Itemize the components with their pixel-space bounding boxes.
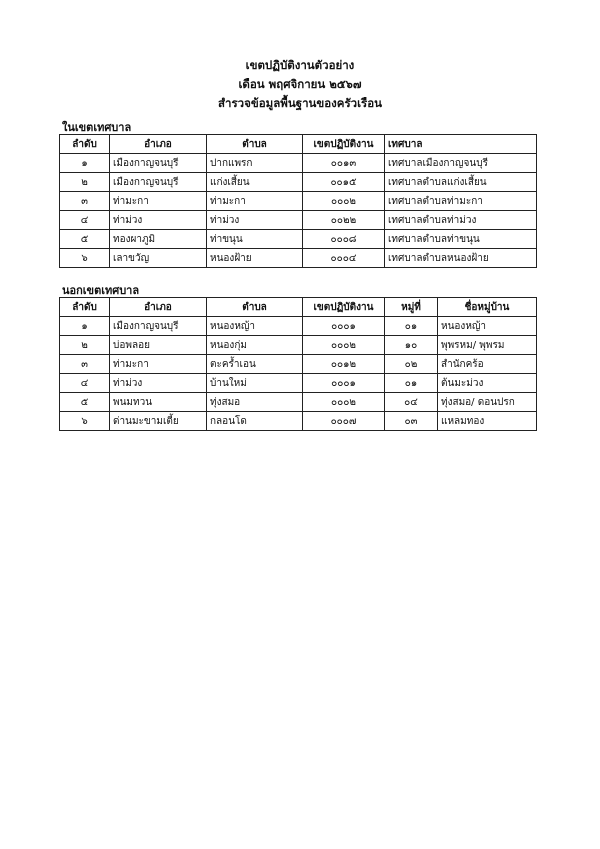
non-municipal-table (59, 297, 537, 431)
cell-subdistrict: หนองฝ้าย (207, 249, 303, 268)
cell-district: พนมทวน (110, 393, 207, 412)
cell-district: เมืองกาญจนบุรี (110, 154, 207, 173)
cell-municipality: เทศบาลตำบลแก่งเสี้ยน (385, 173, 537, 192)
cell-district: ทองผาภูมิ (110, 230, 207, 249)
cell-no: ๖ (60, 249, 110, 268)
col-header-village-name: ชื่อหมู่บ้าน (438, 298, 537, 317)
table-header-row (60, 135, 537, 154)
cell-work-area: ๐๐๐๒ (303, 336, 385, 355)
table-row (60, 249, 537, 268)
non-municipal-section-label: นอกเขตเทศบาล (62, 284, 140, 297)
table-row (60, 192, 537, 211)
table-row (60, 230, 537, 249)
cell-subdistrict: ท่าขนุน (207, 230, 303, 249)
cell-municipality: เทศบาลตำบลหนองฝ้าย (385, 249, 537, 268)
cell-work-area: ๐๐๒๒ (303, 211, 385, 230)
cell-district: ท่ามะกา (110, 355, 207, 374)
municipal-section-label: ในเขตเทศบาล (62, 121, 132, 134)
cell-no: ๓ (60, 355, 110, 374)
cell-subdistrict: ตะคร้ำเอน (207, 355, 303, 374)
cell-work-area: ๐๐๐๒ (303, 393, 385, 412)
cell-no: ๕ (60, 393, 110, 412)
cell-subdistrict: หนองหญ้า (207, 317, 303, 336)
cell-work-area: ๐๐๐๑ (303, 374, 385, 393)
cell-village-name: ทุ่งสมอ/ ดอนปรก (438, 393, 537, 412)
cell-no: ๑ (60, 317, 110, 336)
cell-no: ๒ (60, 336, 110, 355)
cell-district: เลาขวัญ (110, 249, 207, 268)
cell-subdistrict: บ้านใหม่ (207, 374, 303, 393)
cell-village-no: ๑๐ (385, 336, 438, 355)
col-header-subdistrict: ตำบล (207, 135, 303, 154)
cell-district: เมืองกาญจนบุรี (110, 173, 207, 192)
table-row (60, 393, 537, 412)
cell-municipality: เทศบาลตำบลท่าขนุน (385, 230, 537, 249)
cell-municipality: เทศบาลตำบลท่ามะกา (385, 192, 537, 211)
cell-village-no: ๐๔ (385, 393, 438, 412)
cell-district: เมืองกาญจนบุรี (110, 317, 207, 336)
municipal-table (59, 134, 537, 268)
cell-district: ท่าม่วง (110, 211, 207, 230)
title-line-3: สำรวจข้อมูลพื้นฐานของครัวเรือน (218, 96, 382, 110)
cell-village-no: ๐๑ (385, 374, 438, 393)
cell-district: บ่อพลอย (110, 336, 207, 355)
cell-village-name: ต้นมะม่วง (438, 374, 537, 393)
cell-district: ด่านมะขามเตี้ย (110, 412, 207, 431)
col-header-subdistrict: ตำบล (207, 298, 303, 317)
cell-subdistrict: ท่ามะกา (207, 192, 303, 211)
cell-subdistrict: ปากแพรก (207, 154, 303, 173)
table-row (60, 336, 537, 355)
table-header-row (60, 298, 537, 317)
cell-subdistrict: ท่าม่วง (207, 211, 303, 230)
table-row (60, 412, 537, 431)
cell-work-area: ๐๐๐๗ (303, 412, 385, 431)
col-header-municipality: เทศบาล (385, 135, 537, 154)
cell-no: ๖ (60, 412, 110, 431)
col-header-village-no: หมู่ที่ (385, 298, 438, 317)
cell-subdistrict: ทุ่งสมอ (207, 393, 303, 412)
col-header-no: ลำดับ (60, 298, 110, 317)
col-header-district: อำเภอ (110, 135, 207, 154)
cell-no: ๓ (60, 192, 110, 211)
col-header-work-area: เขตปฏิบัติงาน (303, 298, 385, 317)
table-row (60, 355, 537, 374)
cell-village-no: ๐๓ (385, 412, 438, 431)
cell-municipality: เทศบาลเมืองกาญจนบุรี (385, 154, 537, 173)
cell-no: ๔ (60, 374, 110, 393)
cell-village-name: แหลมทอง (438, 412, 537, 431)
cell-subdistrict: แก่งเสี้ยน (207, 173, 303, 192)
col-header-no: ลำดับ (60, 135, 110, 154)
cell-village-name: พุพรหม/ พุพรม (438, 336, 537, 355)
cell-district: ท่าม่วง (110, 374, 207, 393)
cell-village-no: ๐๒ (385, 355, 438, 374)
cell-village-no: ๐๑ (385, 317, 438, 336)
table-row (60, 154, 537, 173)
table-row (60, 211, 537, 230)
table-row (60, 173, 537, 192)
cell-work-area: ๐๐๑๒ (303, 355, 385, 374)
cell-no: ๒ (60, 173, 110, 192)
col-header-work-area: เขตปฏิบัติงาน (303, 135, 385, 154)
cell-work-area: ๐๐๐๒ (303, 192, 385, 211)
col-header-district: อำเภอ (110, 298, 207, 317)
cell-no: ๑ (60, 154, 110, 173)
cell-district: ท่ามะกา (110, 192, 207, 211)
cell-work-area: ๐๐๑๓ (303, 154, 385, 173)
cell-work-area: ๐๐๐๑ (303, 317, 385, 336)
cell-work-area: ๐๐๐๔ (303, 249, 385, 268)
title-line-2: เดือน พฤศจิกายน ๒๕๖๗ (238, 77, 362, 91)
cell-work-area: ๐๐๐๘ (303, 230, 385, 249)
table-row (60, 317, 537, 336)
title-line-1: เขตปฏิบัติงานตัวอย่าง (245, 58, 355, 72)
cell-work-area: ๐๐๑๕ (303, 173, 385, 192)
cell-subdistrict: หนองกุ่ม (207, 336, 303, 355)
cell-municipality: เทศบาลตำบลท่าม่วง (385, 211, 537, 230)
cell-village-name: สำนักคร้อ (438, 355, 537, 374)
cell-subdistrict: กลอนโด (207, 412, 303, 431)
table-row (60, 374, 537, 393)
cell-village-name: หนองหญ้า (438, 317, 537, 336)
cell-no: ๕ (60, 230, 110, 249)
cell-no: ๔ (60, 211, 110, 230)
